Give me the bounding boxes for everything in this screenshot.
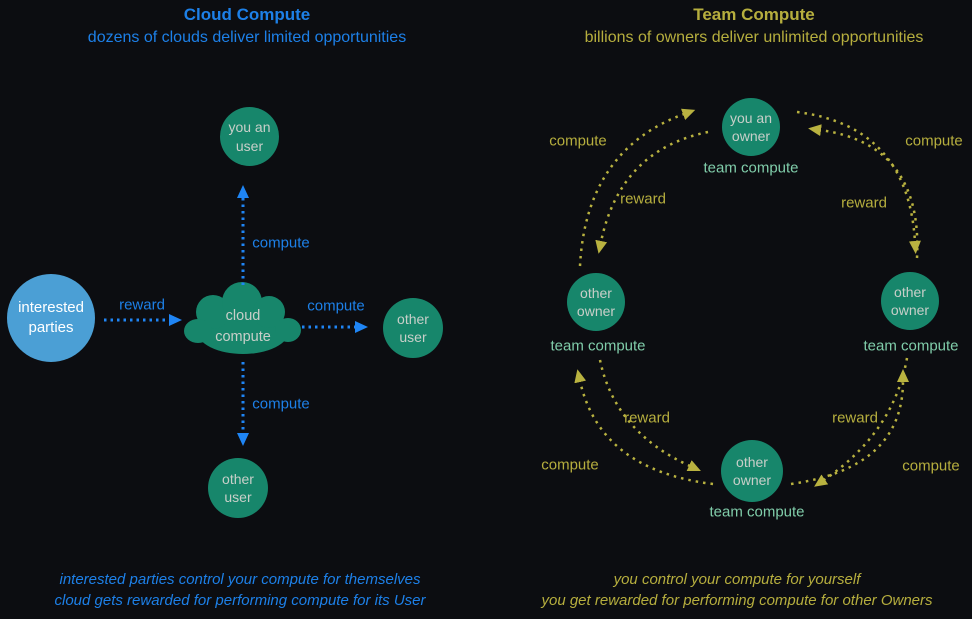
left-panel-footer [20, 570, 460, 611]
node-other-user-bottom [208, 458, 268, 518]
right-panel-footer [517, 570, 957, 611]
edge-label-reward-ll: reward [624, 409, 670, 427]
node-cloud-compute-label [215, 306, 271, 348]
node-other-owner-bottom [721, 440, 783, 502]
edge-label-compute-right: compute [307, 297, 365, 315]
node-label: other [397, 310, 429, 327]
node-label: other [736, 453, 768, 470]
node-label: parties [28, 319, 74, 336]
caption-team-compute-right: team compute [863, 337, 959, 355]
node-label: other [894, 283, 926, 300]
edge-label-compute-up: compute [252, 234, 310, 252]
right-panel-title: Team Compute [693, 5, 815, 24]
left-panel-title: Cloud Compute [183, 5, 311, 24]
edge-label-reward-ul: reward [620, 190, 666, 208]
caption-team-compute-bottom: team compute [709, 503, 805, 521]
node-other-owner-right [881, 272, 939, 330]
node-label: cloud [225, 308, 261, 324]
node-label: owner [732, 472, 772, 488]
edge-label-reward-ur: reward [841, 194, 887, 212]
node-label: you an [729, 109, 773, 126]
edge-label-compute-ul: compute [549, 132, 607, 150]
node-label: compute [215, 329, 271, 345]
edge-label-compute-lr: compute [902, 457, 960, 475]
node-label: other [580, 284, 612, 301]
edge-label-reward-lr: reward [832, 409, 878, 427]
node-label: user [235, 137, 264, 154]
edge-label-reward: reward [119, 296, 165, 314]
left-footer-line2: cloud gets rewarded for performing compute for its User [54, 591, 426, 609]
compute-arrow-lr [791, 381, 903, 484]
node-label: you an [228, 119, 271, 136]
node-label: owner [890, 302, 930, 318]
edge-label-compute-down: compute [252, 395, 310, 413]
caption-team-compute-top: team compute [703, 159, 799, 177]
node-label: other [222, 470, 254, 487]
node-you-an-user [220, 107, 279, 166]
edge-label-compute-ur: compute [905, 132, 963, 150]
caption-team-compute-left: team compute [550, 337, 646, 355]
left-panel-header [27, 5, 467, 47]
node-other-owner-left [567, 273, 625, 331]
node-label: owner [731, 128, 771, 144]
node-you-an-owner [722, 98, 780, 156]
node-interested-parties [7, 274, 95, 362]
node-label: user [399, 329, 427, 345]
edge-label-compute-ll: compute [541, 456, 599, 474]
node-label: interested [18, 298, 84, 316]
node-label: user [224, 489, 252, 505]
right-panel-header [534, 5, 972, 47]
right-panel-subtitle: billions of owners deliver unlimited opportunities [584, 29, 924, 46]
left-panel-subtitle: dozens of clouds deliver limited opportunities [87, 29, 407, 46]
right-footer-line2: you get rewarded for performing compute for other Owners [541, 591, 933, 609]
reward-arrow-ur [797, 112, 915, 242]
compute-arrow-ll [580, 381, 713, 484]
node-other-user-right [383, 298, 443, 358]
left-footer-line1: interested parties control your compute for themselves [59, 571, 421, 588]
reward-arrow-ul [601, 132, 708, 242]
right-footer-line1: you control your compute for yourself [613, 571, 861, 588]
node-label: owner [576, 303, 616, 319]
